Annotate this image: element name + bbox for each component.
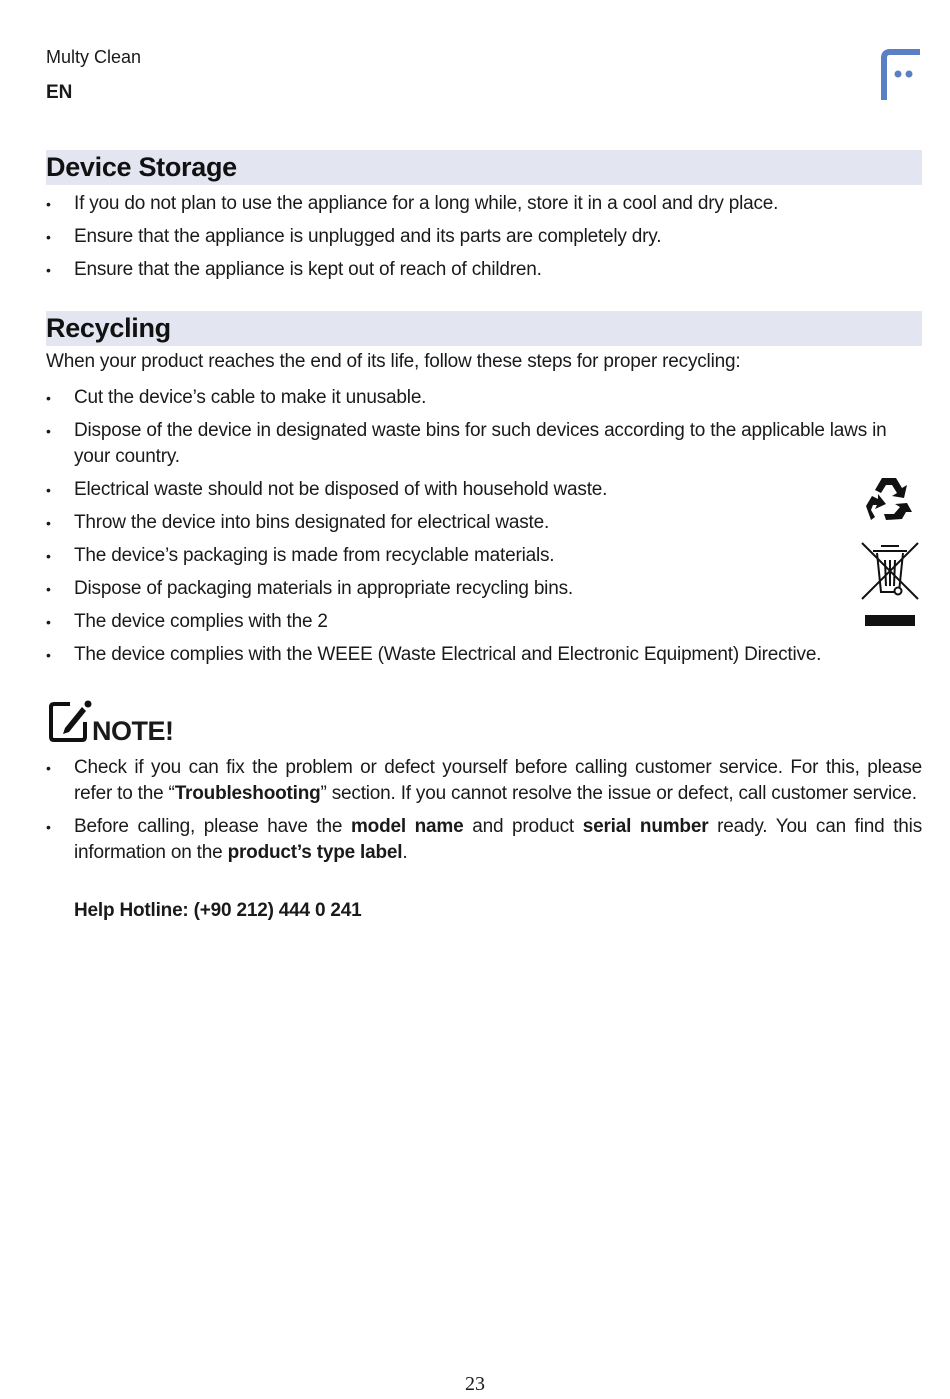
bullet-icon: • (46, 229, 51, 245)
list-item: • The device’s packaging is made from recyclable materials. (46, 543, 922, 569)
bullet-icon: • (46, 548, 51, 564)
list-item: • Ensure that the appliance is unplugged and its parts are completely dry. (46, 224, 922, 250)
product-name: Multy Clean (46, 47, 142, 67)
bullet-icon: • (46, 390, 51, 406)
weee-crossed-bin-icon (859, 540, 921, 602)
bullet-icon: • (46, 614, 51, 630)
bullet-icon: • (46, 262, 51, 278)
recycle-icon (862, 472, 916, 526)
brand-corner-logo-icon (880, 48, 922, 102)
list-item: • Electrical waste should not be disposed of with household waste. (46, 477, 922, 503)
bullet-icon: • (46, 515, 51, 531)
bullet-icon: • (46, 581, 51, 597)
bullet-icon: • (46, 819, 51, 835)
list-item: • Ensure that the appliance is kept out of reach of children. (46, 257, 922, 283)
page-number: 23 (465, 1373, 485, 1395)
bullet-icon: • (46, 196, 51, 212)
note-pencil-icon (48, 700, 92, 744)
list-item: • Dispose of packaging materials in appropriate recycling bins. (46, 576, 922, 602)
bullet-icon: • (46, 760, 51, 776)
recycling-header-bar (46, 311, 922, 346)
bullet-icon: • (46, 423, 51, 439)
list-item: • If you do not plan to use the appliance for a long while, store it in a cool and dry place. (46, 191, 922, 217)
device-storage-list (46, 191, 922, 283)
recycling-intro: When your product reaches the end of its life, follow these steps for proper recycling: (46, 351, 741, 372)
note-title: NOTE! (92, 716, 174, 746)
list-item: • Dispose of the device in designated waste bins for such devices according to the applicable laws in your country. (46, 420, 887, 467)
recycling-list (46, 385, 922, 668)
list-item: • Throw the device into bins designated for electrical waste. (46, 510, 922, 536)
recycling-title: Recycling (46, 313, 171, 343)
list-item: • Check if you can fix the problem or defect yourself before calling customer service. For this, please refer to the “Troubleshooting” section. If you cannot resolve the issue or defect, call customer service. (46, 757, 922, 804)
note-list (46, 755, 922, 866)
weee-underline-bar (865, 615, 915, 626)
list-item: • The device complies with the WEEE (Waste Electrical and Electronic Equipment) Directive. (46, 642, 922, 668)
bullet-icon: • (46, 647, 51, 663)
list-item: • Before calling, please have the model name and product serial number ready. You can find this information on the product’s type label. (46, 816, 922, 863)
list-item: • Cut the device’s cable to make it unusable. (46, 385, 922, 411)
help-hotline: Help Hotline: (+90 212) 444 0 241 (74, 900, 362, 921)
bullet-icon: • (46, 482, 51, 498)
language-code: EN (46, 82, 73, 103)
list-item: • The device complies with the 2 (46, 609, 922, 635)
device-storage-title: Device Storage (46, 152, 237, 182)
